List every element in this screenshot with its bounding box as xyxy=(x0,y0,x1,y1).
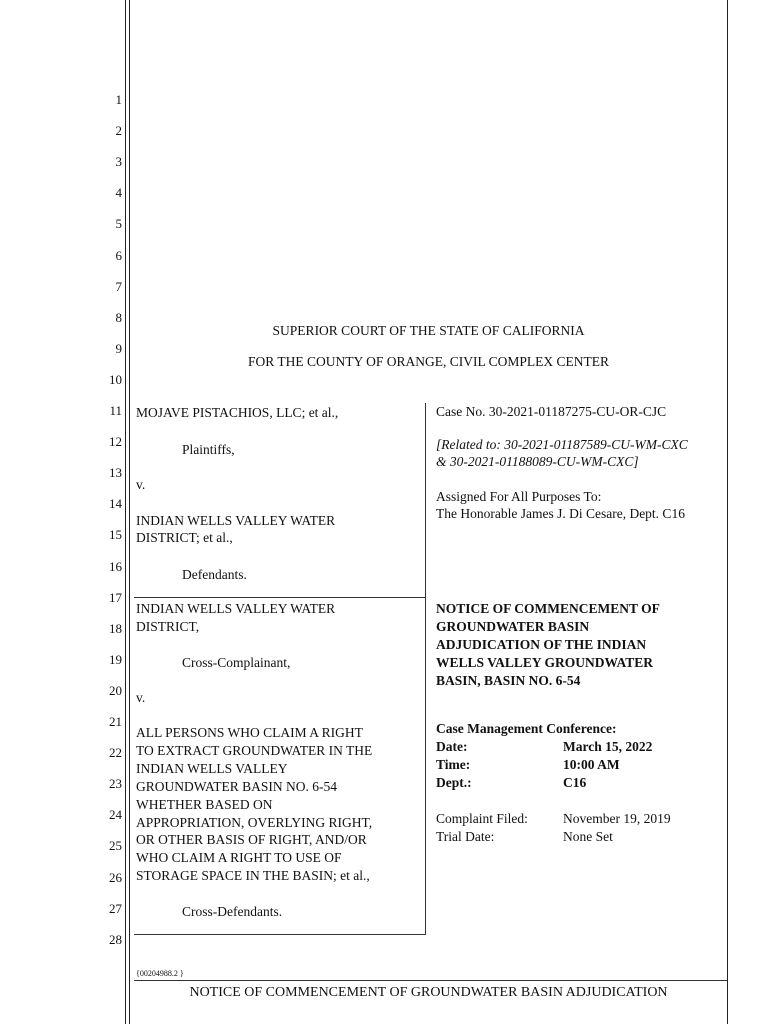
notice-title-line: WELLS VALLEY GROUNDWATER xyxy=(436,654,654,670)
right-margin-rule xyxy=(727,0,728,1024)
line-number: 25 xyxy=(109,838,122,854)
versus-2: v. xyxy=(136,690,146,705)
versus-1: v. xyxy=(136,477,146,492)
case-number: Case No. 30-2021-01187275-CU-OR-CJC xyxy=(436,404,667,419)
cmc_rows-value: March 15, 2022 xyxy=(563,739,653,754)
line-number: 23 xyxy=(109,776,122,792)
line-number: 2 xyxy=(115,123,122,139)
line-number: 3 xyxy=(115,154,122,170)
caption-divider-vertical xyxy=(425,403,426,935)
line-number: 5 xyxy=(115,216,122,232)
line-number: 27 xyxy=(109,900,122,916)
cross-defendants-line: INDIAN WELLS VALLEY xyxy=(136,760,288,776)
cross-defendants-line: OR OTHER BASIS OF RIGHT, AND/OR xyxy=(136,832,367,848)
line-number: 7 xyxy=(115,278,122,294)
cross-defendants-line: TO EXTRACT GROUNDWATER IN THE xyxy=(136,742,373,758)
line-number: 9 xyxy=(115,340,122,356)
cross-defendants-line: GROUNDWATER BASIN NO. 6-54 xyxy=(136,778,337,794)
cross-defendants-line: APPROPRIATION, OVERLYING RIGHT, xyxy=(136,814,373,830)
notice-title-line: GROUNDWATER BASIN xyxy=(436,618,590,634)
footer-doc-id: {00204988.2 } xyxy=(136,969,184,978)
cross-complainant-label: Cross-Complainant, xyxy=(182,655,291,670)
cmc_rows-label: Date: xyxy=(436,739,468,754)
line-number: 6 xyxy=(115,247,122,263)
assigned-line-1: Assigned For All Purposes To: xyxy=(436,489,602,504)
line-number: 17 xyxy=(109,589,122,605)
line-number: 10 xyxy=(109,371,122,387)
cmc_rows-label: Dept.: xyxy=(436,774,472,790)
line-number: 1 xyxy=(115,92,122,107)
cmc-heading: Case Management Conference: xyxy=(436,721,617,736)
court-name: SUPERIOR COURT OF THE STATE OF CALIFORNIA xyxy=(272,323,585,338)
line-number: 18 xyxy=(109,620,122,636)
cross-defendants-line: STORAGE SPACE IN THE BASIN; et al., xyxy=(136,868,370,884)
footer-rule xyxy=(134,980,727,981)
notice-title-line: ADJUDICATION OF THE INDIAN xyxy=(436,636,647,652)
caption-divider-bottom xyxy=(134,934,425,935)
line-number: 24 xyxy=(109,807,122,823)
line-number: 15 xyxy=(109,527,122,543)
footer-title: NOTICE OF COMMENCEMENT OF GROUNDWATER BASIN ADJUDICATION xyxy=(189,985,668,1000)
defendant-name-line-2: DISTRICT; et al., xyxy=(136,530,233,545)
cross-defendants-line: WHO CLAIM A RIGHT TO USE OF xyxy=(136,850,342,866)
line-number: 14 xyxy=(109,496,122,512)
left-margin-rule-inner xyxy=(129,0,130,1024)
plaintiffs-label: Plaintiffs, xyxy=(182,442,235,457)
plaintiff-name: MOJAVE PISTACHIOS, LLC; et al., xyxy=(136,405,339,420)
related-cases-line-2: & 30-2021-01188089-CU-WM-CXC] xyxy=(436,454,639,469)
notice-title-line: BASIN, BASIN NO. 6-54 xyxy=(436,672,581,688)
left-margin-rule-outer xyxy=(125,0,126,1024)
filing_rows-label: Complaint Filed: xyxy=(436,811,528,826)
related-cases-line-1: [Related to: 30-2021-01187589-CU-WM-CXC xyxy=(436,437,688,452)
line-number: 20 xyxy=(109,682,122,698)
cross-defendants-line: WHETHER BASED ON xyxy=(136,796,273,812)
cross-complainant-line-2: DISTRICT, xyxy=(136,619,200,634)
defendant-name-line-1: INDIAN WELLS VALLEY WATER xyxy=(136,513,336,528)
line-number: 8 xyxy=(115,309,122,325)
cmc_rows-value: C16 xyxy=(563,774,587,790)
line-number: 13 xyxy=(109,465,122,481)
filing_rows-label: Trial Date: xyxy=(436,828,495,844)
line-number: 12 xyxy=(109,434,122,450)
line-number: 26 xyxy=(109,869,122,885)
line-number: 11 xyxy=(109,403,122,418)
caption-divider-middle xyxy=(134,597,425,598)
line-number: 19 xyxy=(109,651,122,667)
line-number: 4 xyxy=(115,185,122,201)
assigned-judge: The Honorable James J. Di Cesare, Dept. C16 xyxy=(436,506,685,521)
line-number: 21 xyxy=(109,714,122,729)
cmc_rows-value: 10:00 AM xyxy=(563,756,620,772)
defendants-label: Defendants. xyxy=(182,567,247,582)
cmc_rows-label: Time: xyxy=(436,756,471,772)
line-number: 28 xyxy=(109,931,122,947)
line-number: 16 xyxy=(109,558,122,574)
filing_rows-value: None Set xyxy=(563,828,613,844)
cross-complainant-line-1: INDIAN WELLS VALLEY WATER xyxy=(136,601,336,616)
court-county: FOR THE COUNTY OF ORANGE, CIVIL COMPLEX CENTER xyxy=(247,354,609,369)
notice-title-line: NOTICE OF COMMENCEMENT OF xyxy=(436,601,660,616)
cross-defendants-line: ALL PERSONS WHO CLAIM A RIGHT xyxy=(136,725,363,740)
cross-defendants-label: Cross-Defendants. xyxy=(182,904,283,919)
line-number: 22 xyxy=(109,745,122,761)
filing_rows-value: November 19, 2019 xyxy=(563,811,671,826)
